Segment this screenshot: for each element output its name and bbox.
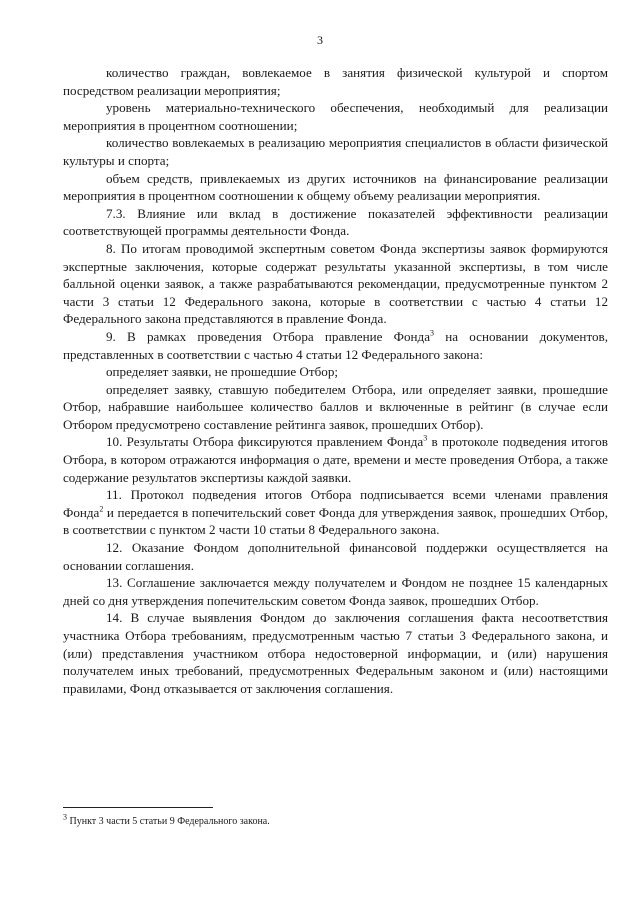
paragraph: определяет заявки, не прошедшие Отбор; — [106, 364, 339, 380]
paragraph: уровень материально-технического обеспечения, необходимый для реализации мероприятия в процентном соотношении; — [63, 100, 608, 133]
paragraph: 12. Оказание Фондом дополнительной финансовой поддержки осуществляется на основании соглашения. — [63, 540, 608, 573]
footnote-divider — [63, 807, 213, 808]
paragraph: количество граждан, вовлекаемое в занятия физической культурой и спортом посредством реализации мероприятия; — [63, 65, 608, 98]
document-body — [63, 64, 608, 697]
paragraph: 14. В случае выявления Фондом до заключения соглашения факта несоответствия участника Отбора требованиям, предусмотренным частью 7 статьи 3 Федерального закона, и (или) представления участником отбора недостоверной информации, и (или) нарушения получателем иных требований, предусмотренных Федеральным законом и (или) настоящими правилами, Фонд отказывается от заключения соглашения. — [63, 610, 608, 696]
footnote-ref: 3 — [423, 434, 428, 444]
footnote-ref: 3 — [430, 328, 435, 338]
paragraph — [63, 486, 608, 539]
paragraph: 13. Соглашение заключается между получателем и Фондом не позднее 15 календарных дней со дня утверждения попечительским советом Фонда заявок, прошедших Отбор. — [63, 575, 608, 608]
paragraph-text: 10. Результаты Отбора фиксируются правлением Фонда — [106, 434, 424, 450]
paragraph: 8. По итогам проводимой экспертным советом Фонда экспертизы заявок формируются экспертные заключения, которые содержат результаты указанной экспертизы, в том числе балльной оценки заявок, а также разрабатываются рекомендации, предусмотренные пунктом 2 части 3 статьи 12 Федерального закона, которые в соответствии с частью 4 статьи 12 Федерального закона представляются в правление Фонда. — [63, 240, 608, 327]
page-number: 3 — [317, 33, 323, 47]
paragraph — [63, 328, 608, 363]
paragraph-text: в протоколе подведения итогов Отбора, в котором отражаются информация о дате, времени и месте проведения Отбора, а также содержание результатов экспертизы каждой заявки. — [63, 434, 608, 485]
footnote — [63, 812, 608, 828]
footnote-ref: 2 — [99, 504, 104, 514]
paragraph: количество вовлекаемых в реализацию мероприятия специалистов в области физической культуры и спорта; — [63, 135, 608, 168]
footnote-text: Пункт 3 части 5 статьи 9 Федерального закона. — [67, 816, 270, 827]
paragraph-text: и передается в попечительский совет Фонда для утверждения заявок, прошедших Отбор, в соответствии с пунктом 2 части 10 статьи 8 Федерального закона. — [63, 504, 608, 538]
paragraph: объем средств, привлекаемых из других источников на финансирование реализации мероприятия в процентном соотношении к общему объему реализации мероприятия. — [63, 170, 608, 204]
paragraph-text: 11. Протокол подведения итогов Отбора подписывается всеми членами правления Фонда — [63, 487, 608, 520]
paragraph-text: на основании документов, представленных в соответствии с частью 4 статьи 12 Федерального закона: — [63, 328, 608, 362]
paragraph: 7.3. Влияние или вклад в достижение показателей эффективности реализации соответствующей программы деятельности Фонда. — [63, 205, 608, 239]
paragraph — [63, 433, 608, 486]
paragraph: определяет заявку, ставшую победителем Отбора, или определяет заявки, прошедшие Отбор, набравшие наибольшее количество баллов и включенные в рейтинг (в случае если Отбором предусмотрено составление рейтинга заявок, прошедших Отбор). — [63, 381, 608, 432]
footnote-mark: 3 — [63, 812, 67, 822]
paragraph-text: 9. В рамках проведения Отбора правление Фонда — [106, 328, 431, 344]
